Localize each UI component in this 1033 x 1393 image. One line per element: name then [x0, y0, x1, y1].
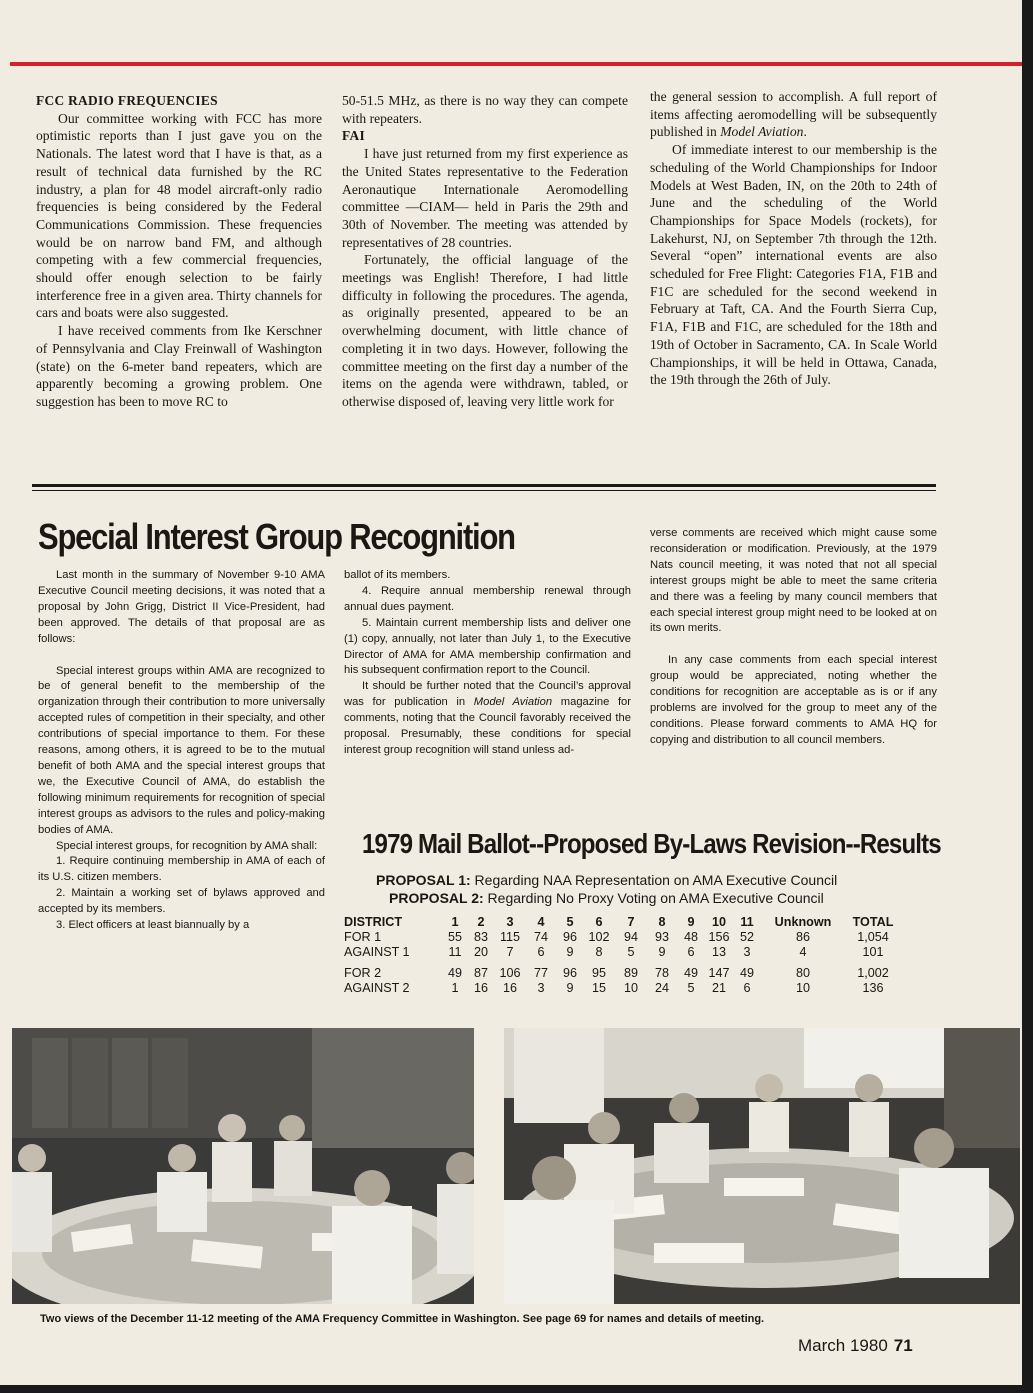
table-cell: 95 — [591, 965, 606, 980]
paragraph: ballot of its members. — [344, 569, 451, 581]
list-item: 4. Require annual membership renewal through annual dues payment. — [344, 584, 631, 613]
list-item: 5. Maintain current membership lists and deliver one (1) copy, annually, not later than July 1, to the Executive Director of AMA for AMA membership confirmation and his subsequent confirmation report to the Council. — [344, 616, 631, 677]
table-cell: 96 — [562, 965, 577, 980]
table-cell: 74 — [533, 929, 548, 944]
paragraph: Of immediate interest to our membership is the scheduling of the World Championships for Indoor Models at West Baden, IN, on the 20th to 24th of June and the scheduling of the World Championships for Space Models (rockets), for Lakehurst, NJ, on September 7th through the 12th. Several “open” international events are also scheduled for Free Flight: Categories F1A, F1B and F1C are scheduled for the second weekend in February at Taft, CA. And the Fourth Sierra Cup, F1A, F1B and F1C, are scheduled for the 18th and 19th of October in Sacramento, CA. In Scale World Championships, it will be held in Ottawa, Canada, the 19th through the 26th of July. — [650, 142, 937, 388]
paragraph: the general session to accomplish. A full report of items affecting aeromodelling will be subsequently published in Model Aviation. — [650, 89, 937, 140]
paragraph: Special interest groups, for recognition by AMA shall: — [56, 839, 318, 852]
table-row — [344, 965, 902, 980]
table-cell: 83 — [473, 929, 488, 944]
column-header: Unknown — [774, 914, 832, 929]
table-cell: 11 — [448, 944, 462, 959]
paragraph: Our committee working with FCC has more optimistic reports than I just gave you on the Nationals. The latest word that I have is that, as a result of technical data furnished by the RC industry, a plan for 48 model aircraft-only radio frequencies is being considered by the Federal Communications Commission. These frequencies would be on narrow band FM, and although competing with a few commercial frequencies, should offer enough selection to be fairly interference free in a given area. Thirty channels for cars and boats were also suggested. — [36, 110, 322, 321]
column-header: 7 — [627, 914, 635, 929]
article1-column-3 — [650, 88, 937, 389]
magazine-title: Model Aviation — [473, 696, 553, 709]
paragraph: It should be further noted that the Council’s approval was for publication in Model Aviation magazine for comments, noting that the Council favorably received the proposal. Presumably, these conditions for special interest group recognition will stand unless ad- — [344, 680, 632, 756]
article1-column-2 — [342, 92, 628, 411]
table-cell: 21 — [711, 980, 726, 995]
table-cell: 6 — [743, 980, 751, 995]
column-header: TOTAL — [852, 914, 894, 929]
meeting-photo-right-image — [504, 1028, 1020, 1304]
row-label: FOR 2 — [344, 965, 382, 980]
column-header: DISTRICT — [344, 914, 403, 929]
table-cell: 86 — [795, 929, 810, 944]
meeting-photo-left — [12, 1028, 474, 1304]
proposal-2: PROPOSAL 2: Regarding No Proxy Voting on AMA Executive Council — [389, 890, 824, 906]
paragraph: Fortunately, the official language of the meetings was English! Therefore, I had little difficulty in following the procedures. The agenda, as originally presented, appeared to be an overwhelming document, with little chance of completing it in two days. However, following the committee meeting on the first day a number of the items on the agenda were withdrawn, tabled, or otherwise disposed of, leaving very little work for — [342, 252, 628, 409]
column-header: 3 — [506, 914, 514, 929]
table-cell: 77 — [533, 965, 548, 980]
table-cell: 6 — [687, 944, 695, 959]
table-cell: 89 — [623, 965, 638, 980]
issue-date: March 1980 — [798, 1336, 888, 1355]
paragraph: In any case comments from each special interest group would be appreciated, noting whether the conditions for recognition are acceptable as is or if any problems are involved for the group to meet any of the conditions. Please forward comments to AMA HQ for copying and distribution to all council members. — [650, 654, 937, 746]
table-cell: 9 — [566, 944, 574, 959]
fcc-heading: FCC RADIO FREQUENCIES — [36, 93, 218, 108]
article2-title: Special Interest Group Recognition — [38, 516, 515, 557]
table-cell: 1 — [451, 980, 459, 995]
paragraph: Special interest groups within AMA are recognized to be of general benefit to the membership of the organization through their contribution to more universally accepted rules of competition in their specialty, and other contributions of special importance to them. For these reasons, among others, it is agreed to be to the mutual benefit of both AMA and the special interest groups that we, the Executive Council of AMA, do establish the following minimum requirements for recognition of special interest groups as advisors to the rules and policy-making bodies of AMA. — [38, 664, 325, 836]
column-header: 5 — [566, 914, 574, 929]
section-divider-thick — [32, 484, 936, 487]
table-cell: 16 — [502, 980, 517, 995]
table-cell: 55 — [447, 929, 462, 944]
table-cell: 93 — [654, 929, 669, 944]
magazine-title: Model Aviation — [720, 124, 804, 140]
column-header: 1 — [451, 914, 459, 929]
ballot-title: 1979 Mail Ballot--Proposed By-Laws Revision--Results — [362, 828, 941, 859]
list-item: 3. Elect officers at least biannually by a — [56, 919, 250, 932]
column-header: 9 — [687, 914, 695, 929]
row-label: AGAINST 2 — [344, 980, 410, 995]
fai-heading: FAI — [342, 128, 365, 144]
table-row — [344, 980, 902, 995]
table-cell: 20 — [473, 944, 488, 959]
table-cell: 156 — [708, 929, 730, 944]
table-cell: 102 — [588, 929, 610, 944]
table-cell: 5 — [627, 944, 635, 959]
table-cell: 78 — [654, 965, 669, 980]
list-item: 1. Require continuing membership in AMA of each of its U.S. citizen members. — [38, 855, 325, 884]
section-divider-thin — [32, 490, 936, 491]
page-number: 71 — [893, 1336, 913, 1355]
photo-caption: Two views of the December 11-12 meeting of the AMA Frequency Committee in Washington. See page 69 for names and details of meeting. — [40, 1313, 765, 1325]
table-cell: 5 — [687, 980, 695, 995]
table-cell: 9 — [658, 944, 666, 959]
article2-column-3 — [650, 526, 937, 749]
article1-column-1 — [36, 92, 322, 411]
table-cell: 24 — [654, 980, 669, 995]
paragraph: I have received comments from Ike Kerschner of Pennsylvania and Clay Freinwall of Washington (state) on the 6-meter band repeaters, which are apparently becoming a growing problem. One suggestion has been to move RC to — [36, 323, 322, 409]
meeting-photo-right — [504, 1028, 1020, 1304]
table-cell: 15 — [591, 980, 606, 995]
table-cell: 101 — [862, 944, 884, 959]
table-cell: 4 — [799, 944, 807, 959]
table-cell: 16 — [473, 980, 488, 995]
table-cell: 115 — [499, 929, 521, 944]
paragraph: 50-51.5 MHz, as there is no way they can compete with repeaters. — [342, 93, 628, 126]
paragraph: I have just returned from my first experience as the United States representative to the Federation Aeronautique Internationale Aeromodelling committee —CIAM— held in Paris the 29th and 30th of November. The meeting was attended by representatives of 28 countries. — [342, 146, 628, 250]
table-cell: 10 — [795, 980, 810, 995]
table-cell: 10 — [623, 980, 638, 995]
top-red-rule — [10, 62, 1022, 66]
table-cell: 1,002 — [857, 965, 889, 980]
column-header: 6 — [595, 914, 603, 929]
ballot-results-table — [344, 914, 902, 995]
table-cell: 1,054 — [857, 929, 889, 944]
table-cell: 106 — [499, 965, 521, 980]
table-cell: 147 — [708, 965, 730, 980]
proposal-1: PROPOSAL 1: Regarding NAA Representation on AMA Executive Council — [376, 872, 838, 888]
column-header: 11 — [740, 914, 754, 929]
column-header: 10 — [711, 914, 726, 929]
table-row — [344, 929, 902, 944]
table-cell: 52 — [739, 929, 754, 944]
table-cell: 49 — [739, 965, 754, 980]
table-cell: 3 — [743, 944, 751, 959]
paragraph: Last month in the summary of November 9-10 AMA Executive Council meeting decisions, it was noted that a proposal by John Grigg, District II Vice-President, had been approved. The details of that proposal are as follows: — [38, 569, 325, 645]
table-cell: 49 — [683, 965, 698, 980]
table-cell: 7 — [506, 944, 514, 959]
list-item: 2. Maintain a working set of bylaws approved and accepted by its members. — [38, 887, 325, 916]
table-cell: 87 — [473, 965, 488, 980]
table-cell: 94 — [623, 929, 638, 944]
article2-column-1 — [38, 568, 325, 934]
table-cell: 8 — [595, 944, 603, 959]
column-header: 4 — [537, 914, 545, 929]
table-cell: 49 — [447, 965, 462, 980]
table-cell: 136 — [862, 980, 884, 995]
column-header: 8 — [658, 914, 666, 929]
table-cell: 96 — [562, 929, 577, 944]
paragraph: verse comments are received which might cause some reconsideration or modification. Previously, at the 1979 Nats council meeting, it was noted that not all special interest groups might be able to meet the same criteria and there was a feeling by many council members that each special interest group might need to be looked at on its own merits. — [650, 527, 937, 635]
meeting-photo-left-image — [12, 1028, 474, 1304]
row-label: FOR 1 — [344, 929, 382, 944]
table-row — [344, 944, 902, 959]
table-cell: 48 — [683, 929, 698, 944]
table-cell: 3 — [537, 980, 545, 995]
column-header: 2 — [477, 914, 485, 929]
table-cell: 6 — [537, 944, 545, 959]
table-cell: 80 — [795, 965, 810, 980]
page-footer — [798, 1336, 913, 1356]
table-cell: 13 — [711, 944, 726, 959]
article2-column-2 — [344, 568, 631, 759]
table-cell: 9 — [566, 980, 574, 995]
row-label: AGAINST 1 — [344, 944, 410, 959]
table-header-row — [344, 914, 902, 929]
